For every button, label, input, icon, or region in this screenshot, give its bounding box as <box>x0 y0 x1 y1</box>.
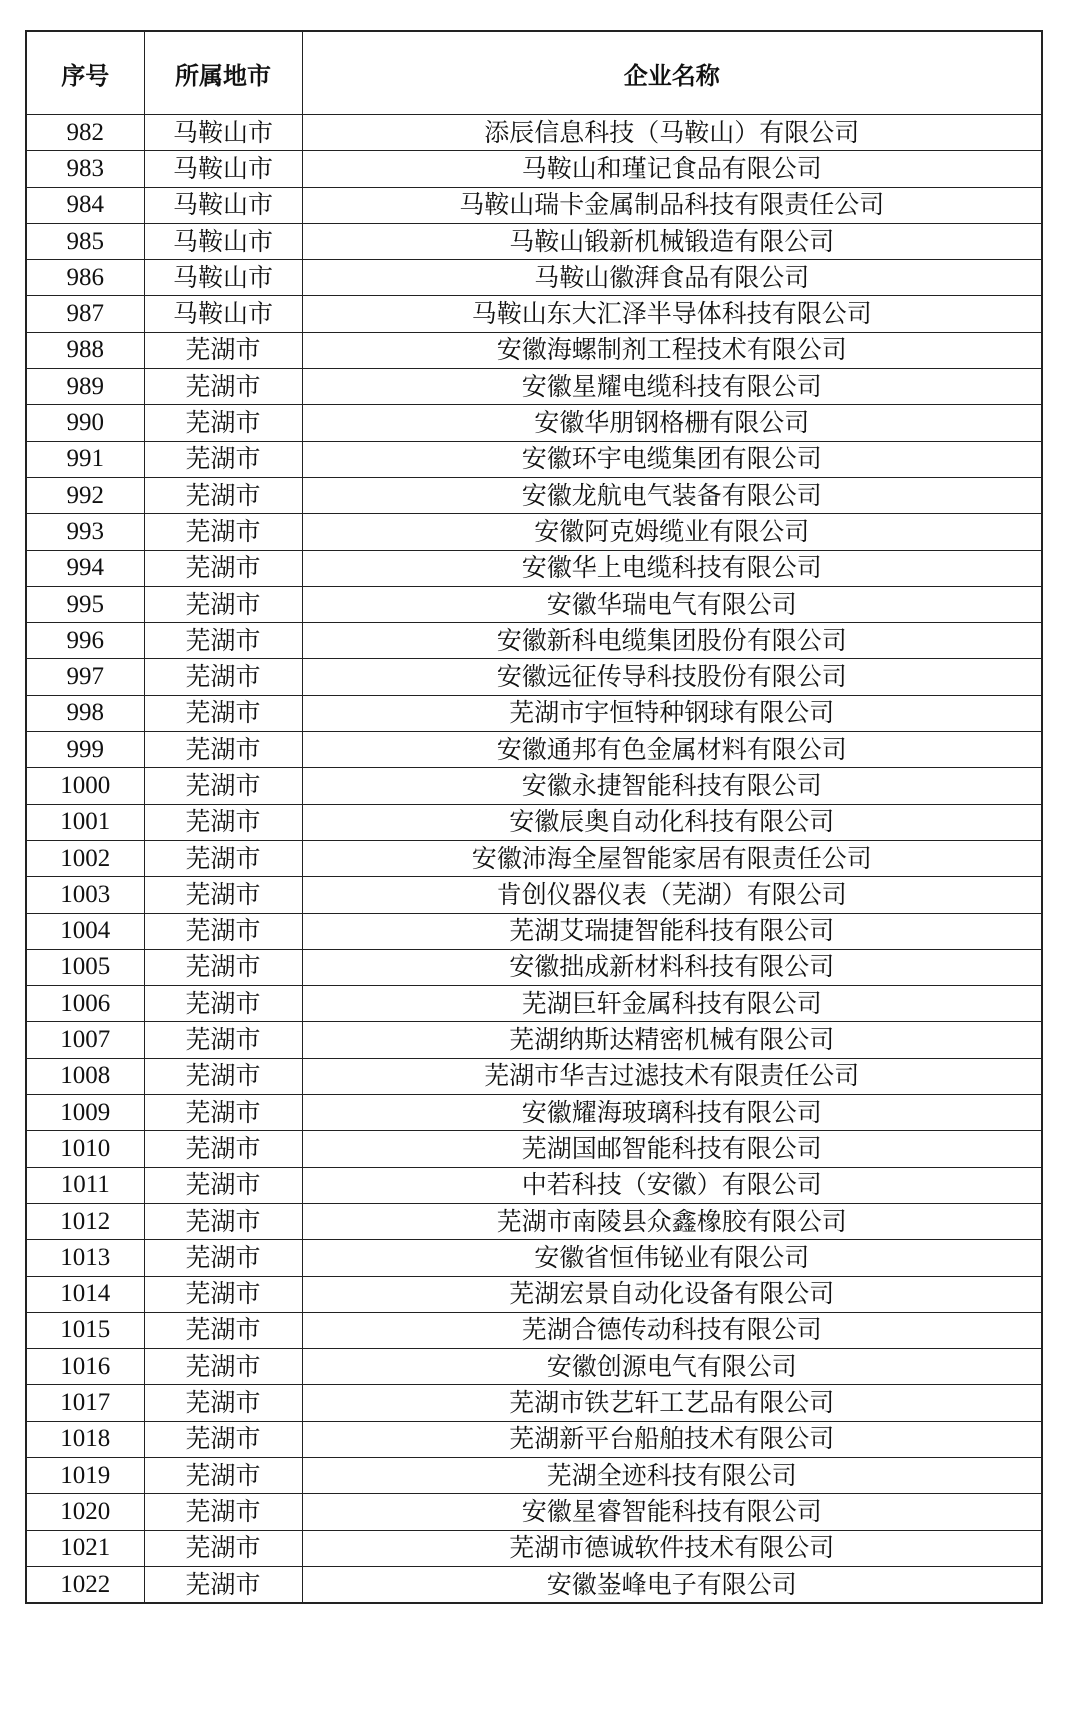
company-name-cell: 芜湖纳斯达精密机械有限公司 <box>302 1022 1042 1058</box>
table-row <box>26 695 1042 731</box>
serial-number-cell: 1010 <box>26 1131 144 1167</box>
serial-number-cell: 1022 <box>26 1566 144 1603</box>
table-row <box>26 187 1042 223</box>
city-cell: 芜湖市 <box>144 332 302 368</box>
company-name-cell: 安徽沛海全屋智能家居有限责任公司 <box>302 840 1042 876</box>
company-name-cell: 安徽创源电气有限公司 <box>302 1349 1042 1385</box>
table-row <box>26 115 1042 151</box>
company-name-cell: 安徽远征传导科技股份有限公司 <box>302 659 1042 695</box>
city-cell: 芜湖市 <box>144 514 302 550</box>
city-cell: 芜湖市 <box>144 695 302 731</box>
serial-number-cell: 1005 <box>26 949 144 985</box>
serial-number-cell: 997 <box>26 659 144 695</box>
table-row <box>26 550 1042 586</box>
table-row <box>26 913 1042 949</box>
serial-number-cell: 1016 <box>26 1349 144 1385</box>
company-name-cell: 马鞍山徽湃食品有限公司 <box>302 260 1042 296</box>
table-row <box>26 1349 1042 1385</box>
serial-number-cell: 985 <box>26 223 144 259</box>
serial-number-cell: 1000 <box>26 768 144 804</box>
table-row <box>26 1457 1042 1493</box>
city-cell: 芜湖市 <box>144 1131 302 1167</box>
company-name-cell: 马鞍山东大汇泽半导体科技有限公司 <box>302 296 1042 332</box>
city-cell: 芜湖市 <box>144 1494 302 1530</box>
company-name-cell: 芜湖合德传动科技有限公司 <box>302 1312 1042 1348</box>
city-cell: 芜湖市 <box>144 1421 302 1457</box>
company-name-cell: 芜湖国邮智能科技有限公司 <box>302 1131 1042 1167</box>
serial-number-cell: 987 <box>26 296 144 332</box>
table-row <box>26 1022 1042 1058</box>
company-name-cell: 安徽耀海玻璃科技有限公司 <box>302 1095 1042 1131</box>
city-cell: 芜湖市 <box>144 1167 302 1203</box>
header-serial-number: 序号 <box>26 31 144 115</box>
city-cell: 芜湖市 <box>144 1457 302 1493</box>
city-cell: 芜湖市 <box>144 1385 302 1421</box>
serial-number-cell: 1020 <box>26 1494 144 1530</box>
table-row <box>26 260 1042 296</box>
serial-number-cell: 984 <box>26 187 144 223</box>
table-row <box>26 768 1042 804</box>
serial-number-cell: 1021 <box>26 1530 144 1566</box>
city-cell: 马鞍山市 <box>144 115 302 151</box>
city-cell: 芜湖市 <box>144 369 302 405</box>
serial-number-cell: 1003 <box>26 877 144 913</box>
city-cell: 芜湖市 <box>144 840 302 876</box>
table-row <box>26 296 1042 332</box>
company-name-cell: 安徽华上电缆科技有限公司 <box>302 550 1042 586</box>
enterprise-table <box>25 30 1043 1604</box>
table-row <box>26 1276 1042 1312</box>
company-name-cell: 安徽龙航电气装备有限公司 <box>302 477 1042 513</box>
city-cell: 马鞍山市 <box>144 187 302 223</box>
serial-number-cell: 991 <box>26 441 144 477</box>
serial-number-cell: 1006 <box>26 986 144 1022</box>
city-cell: 芜湖市 <box>144 1095 302 1131</box>
serial-number-cell: 993 <box>26 514 144 550</box>
serial-number-cell: 1019 <box>26 1457 144 1493</box>
table-row <box>26 586 1042 622</box>
company-name-cell: 芜湖市宇恒特种钢球有限公司 <box>302 695 1042 731</box>
table-header-row <box>26 31 1042 115</box>
table-row <box>26 1494 1042 1530</box>
table-row <box>26 1058 1042 1094</box>
city-cell: 芜湖市 <box>144 441 302 477</box>
table-row <box>26 223 1042 259</box>
company-name-cell: 芜湖市南陵县众鑫橡胶有限公司 <box>302 1203 1042 1239</box>
city-cell: 芜湖市 <box>144 623 302 659</box>
company-name-cell: 安徽华朋钢格栅有限公司 <box>302 405 1042 441</box>
city-cell: 马鞍山市 <box>144 151 302 187</box>
table-row <box>26 623 1042 659</box>
table-row <box>26 1240 1042 1276</box>
company-name-cell: 安徽环宇电缆集团有限公司 <box>302 441 1042 477</box>
serial-number-cell: 995 <box>26 586 144 622</box>
table-row <box>26 1312 1042 1348</box>
serial-number-cell: 1012 <box>26 1203 144 1239</box>
company-name-cell: 马鞍山瑞卡金属制品科技有限责任公司 <box>302 187 1042 223</box>
city-cell: 芜湖市 <box>144 405 302 441</box>
city-cell: 芜湖市 <box>144 477 302 513</box>
serial-number-cell: 1011 <box>26 1167 144 1203</box>
company-name-cell: 安徽崟峰电子有限公司 <box>302 1566 1042 1603</box>
serial-number-cell: 983 <box>26 151 144 187</box>
serial-number-cell: 1004 <box>26 913 144 949</box>
city-cell: 芜湖市 <box>144 913 302 949</box>
company-name-cell: 添辰信息科技（马鞍山）有限公司 <box>302 115 1042 151</box>
company-name-cell: 芜湖市铁艺轩工艺品有限公司 <box>302 1385 1042 1421</box>
company-name-cell: 安徽辰奥自动化科技有限公司 <box>302 804 1042 840</box>
table-row <box>26 1385 1042 1421</box>
serial-number-cell: 982 <box>26 115 144 151</box>
company-name-cell: 安徽华瑞电气有限公司 <box>302 586 1042 622</box>
serial-number-cell: 1007 <box>26 1022 144 1058</box>
company-name-cell: 芜湖新平台船舶技术有限公司 <box>302 1421 1042 1457</box>
city-cell: 芜湖市 <box>144 986 302 1022</box>
city-cell: 芜湖市 <box>144 1312 302 1348</box>
table-row <box>26 1131 1042 1167</box>
table-row <box>26 986 1042 1022</box>
company-name-cell: 安徽永捷智能科技有限公司 <box>302 768 1042 804</box>
table-row <box>26 151 1042 187</box>
city-cell: 芜湖市 <box>144 1276 302 1312</box>
serial-number-cell: 992 <box>26 477 144 513</box>
table-row <box>26 477 1042 513</box>
city-cell: 芜湖市 <box>144 1058 302 1094</box>
company-name-cell: 安徽星耀电缆科技有限公司 <box>302 369 1042 405</box>
company-name-cell: 安徽省恒伟铋业有限公司 <box>302 1240 1042 1276</box>
city-cell: 芜湖市 <box>144 1203 302 1239</box>
city-cell: 马鞍山市 <box>144 296 302 332</box>
city-cell: 芜湖市 <box>144 1022 302 1058</box>
company-name-cell: 安徽星睿智能科技有限公司 <box>302 1494 1042 1530</box>
table-row <box>26 949 1042 985</box>
company-name-cell: 芜湖市德诚软件技术有限公司 <box>302 1530 1042 1566</box>
serial-number-cell: 1013 <box>26 1240 144 1276</box>
serial-number-cell: 1017 <box>26 1385 144 1421</box>
company-name-cell: 中若科技（安徽）有限公司 <box>302 1167 1042 1203</box>
table-row <box>26 369 1042 405</box>
serial-number-cell: 1008 <box>26 1058 144 1094</box>
city-cell: 芜湖市 <box>144 586 302 622</box>
table-row <box>26 1421 1042 1457</box>
serial-number-cell: 999 <box>26 732 144 768</box>
table-row <box>26 659 1042 695</box>
company-name-cell: 安徽新科电缆集团股份有限公司 <box>302 623 1042 659</box>
city-cell: 芜湖市 <box>144 768 302 804</box>
table-row <box>26 405 1042 441</box>
table-row <box>26 1095 1042 1131</box>
serial-number-cell: 996 <box>26 623 144 659</box>
company-name-cell: 安徽海螺制剂工程技术有限公司 <box>302 332 1042 368</box>
company-name-cell: 肯创仪器仪表（芜湖）有限公司 <box>302 877 1042 913</box>
header-company-name: 企业名称 <box>302 31 1042 115</box>
city-cell: 芜湖市 <box>144 1240 302 1276</box>
serial-number-cell: 994 <box>26 550 144 586</box>
company-name-cell: 芜湖宏景自动化设备有限公司 <box>302 1276 1042 1312</box>
company-name-cell: 芜湖市华吉过滤技术有限责任公司 <box>302 1058 1042 1094</box>
company-name-cell: 芜湖全迹科技有限公司 <box>302 1457 1042 1493</box>
table-row <box>26 732 1042 768</box>
city-cell: 芜湖市 <box>144 1566 302 1603</box>
header-city: 所属地市 <box>144 31 302 115</box>
city-cell: 芜湖市 <box>144 949 302 985</box>
table-row <box>26 441 1042 477</box>
serial-number-cell: 1001 <box>26 804 144 840</box>
company-name-cell: 马鞍山锻新机械锻造有限公司 <box>302 223 1042 259</box>
table-row <box>26 1167 1042 1203</box>
company-name-cell: 安徽拙成新材料科技有限公司 <box>302 949 1042 985</box>
serial-number-cell: 1002 <box>26 840 144 876</box>
city-cell: 马鞍山市 <box>144 260 302 296</box>
company-name-cell: 芜湖艾瑞捷智能科技有限公司 <box>302 913 1042 949</box>
table-row <box>26 840 1042 876</box>
serial-number-cell: 988 <box>26 332 144 368</box>
serial-number-cell: 986 <box>26 260 144 296</box>
table-row <box>26 1530 1042 1566</box>
serial-number-cell: 1018 <box>26 1421 144 1457</box>
city-cell: 芜湖市 <box>144 877 302 913</box>
table-body <box>26 115 1042 1604</box>
city-cell: 芜湖市 <box>144 1530 302 1566</box>
table-row <box>26 1566 1042 1603</box>
city-cell: 芜湖市 <box>144 732 302 768</box>
city-cell: 马鞍山市 <box>144 223 302 259</box>
table-row <box>26 1203 1042 1239</box>
serial-number-cell: 989 <box>26 369 144 405</box>
serial-number-cell: 1015 <box>26 1312 144 1348</box>
company-name-cell: 安徽阿克姆缆业有限公司 <box>302 514 1042 550</box>
city-cell: 芜湖市 <box>144 659 302 695</box>
table-row <box>26 877 1042 913</box>
city-cell: 芜湖市 <box>144 550 302 586</box>
table-row <box>26 332 1042 368</box>
company-name-cell: 芜湖巨轩金属科技有限公司 <box>302 986 1042 1022</box>
serial-number-cell: 998 <box>26 695 144 731</box>
serial-number-cell: 1014 <box>26 1276 144 1312</box>
serial-number-cell: 990 <box>26 405 144 441</box>
table-row <box>26 514 1042 550</box>
table-row <box>26 804 1042 840</box>
city-cell: 芜湖市 <box>144 804 302 840</box>
serial-number-cell: 1009 <box>26 1095 144 1131</box>
city-cell: 芜湖市 <box>144 1349 302 1385</box>
company-name-cell: 安徽通邦有色金属材料有限公司 <box>302 732 1042 768</box>
company-name-cell: 马鞍山和瑾记食品有限公司 <box>302 151 1042 187</box>
